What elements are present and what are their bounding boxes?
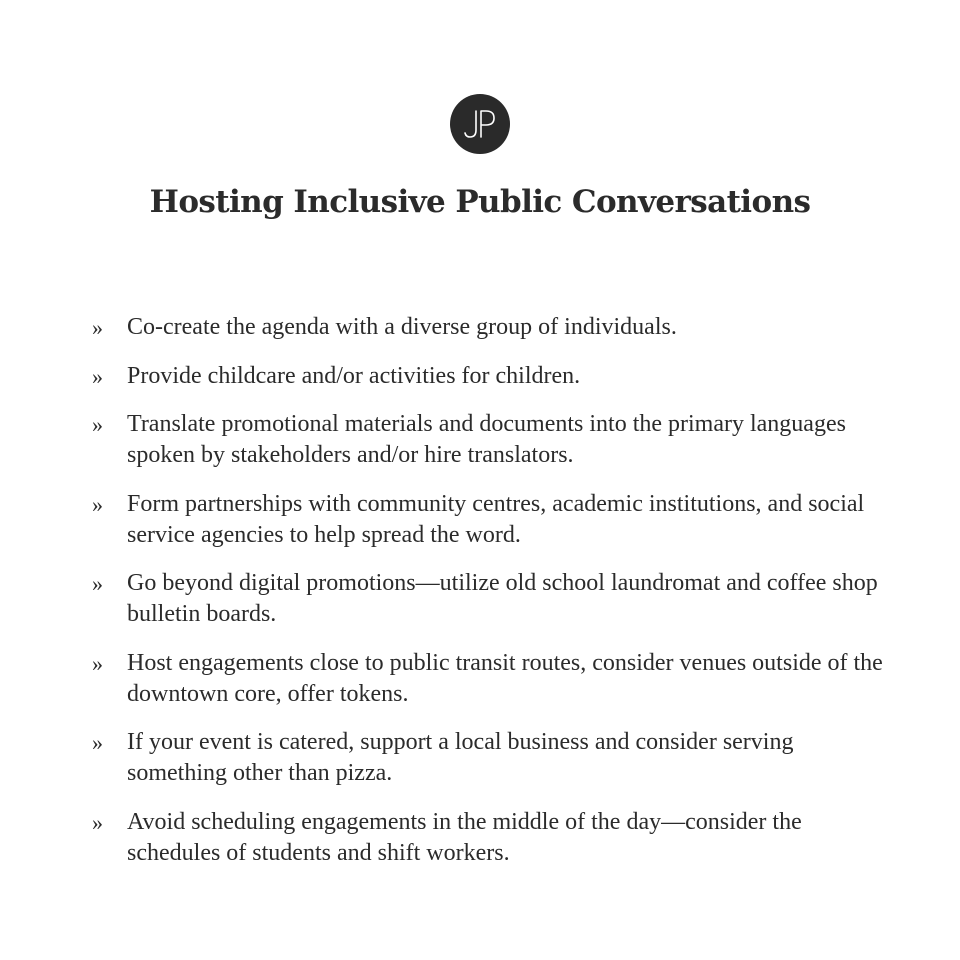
list-item — [92, 489, 892, 551]
bullet-marker: » — [92, 412, 103, 437]
bullet-marker: » — [92, 363, 103, 389]
list-item-text: Co-create the agenda with a diverse group of individuals. — [127, 314, 677, 340]
bullet-marker: » — [92, 730, 103, 755]
list-item — [92, 727, 892, 789]
list-item — [92, 409, 892, 471]
page-title: Hosting Inclusive Public Conversations — [149, 184, 811, 220]
list-item-text: Form partnerships with community centres, academic institutions, and social service agencies to help spread the word. — [127, 490, 865, 548]
bullet-marker: » — [92, 650, 103, 676]
jp-monogram-logo — [450, 94, 510, 154]
list-item-text: Host engagements close to public transit routes, consider venues outside of the downtown core, offer tokens. — [127, 649, 883, 707]
list-item — [92, 807, 892, 869]
jp-monogram-icon — [450, 94, 510, 154]
list-item-text: Translate promotional materials and documents into the primary languages spoken by stakeholders and/or hire translators. — [127, 411, 846, 468]
bullet-marker: » — [92, 809, 103, 835]
tips-list — [92, 312, 892, 886]
bullet-marker: » — [92, 315, 103, 340]
list-item-text: If your event is catered, support a local business and consider serving something other than pizza. — [127, 729, 794, 786]
list-item-text: Avoid scheduling engagements in the middle of the day—consider the schedules of students and shift workers. — [127, 808, 802, 866]
list-item-text: Provide childcare and/or activities for children. — [127, 362, 581, 389]
bullet-marker: » — [92, 491, 103, 517]
list-item — [92, 361, 892, 392]
bullet-marker: » — [92, 571, 103, 596]
list-item — [92, 312, 892, 343]
list-item — [92, 648, 892, 710]
list-item-text: Go beyond digital promotions—utilize old school laundromat and coffee shop bulletin boards. — [127, 570, 878, 627]
list-item — [92, 568, 892, 630]
